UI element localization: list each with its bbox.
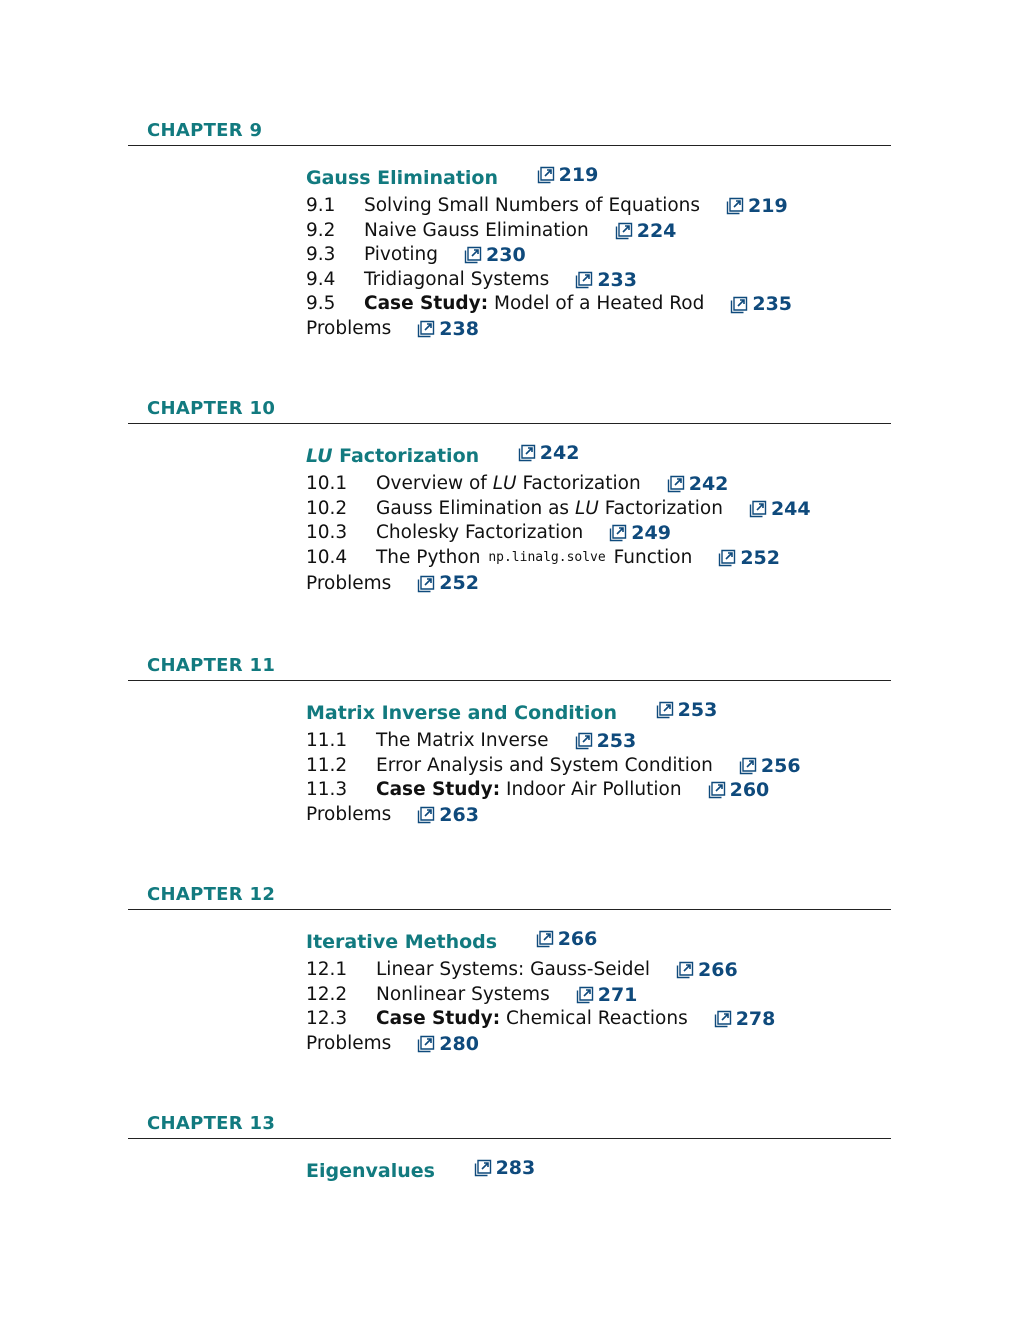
- page-number: 253: [677, 699, 718, 721]
- section-number: 9.2: [306, 219, 336, 241]
- problems-label: Problems: [306, 1032, 392, 1054]
- section-number: 9.5: [306, 293, 336, 315]
- page-number: 271: [597, 983, 638, 1006]
- external-link-icon: [417, 320, 435, 338]
- page-number: 242: [688, 473, 729, 495]
- page-link[interactable]: [417, 803, 479, 828]
- chapter-divider: [128, 680, 891, 681]
- problems-entry[interactable]: [306, 317, 792, 342]
- page-number: 253: [596, 730, 637, 752]
- chapter-label: CHAPTER 9: [147, 120, 263, 141]
- page-number: 280: [439, 1032, 479, 1055]
- page-link[interactable]: [417, 317, 479, 342]
- chapter-label: CHAPTER 12: [147, 884, 276, 905]
- page-number: 252: [439, 572, 479, 595]
- chapter-page-link[interactable]: [536, 928, 598, 950]
- page-number: 224: [636, 219, 677, 242]
- page-link[interactable]: [726, 194, 788, 219]
- page-number: 219: [748, 195, 788, 217]
- chapter-title[interactable]: [306, 164, 598, 189]
- chapter-title[interactable]: [306, 442, 579, 467]
- problems-label: Problems: [306, 573, 392, 595]
- page-number: 266: [698, 959, 738, 981]
- page-link[interactable]: [615, 219, 677, 244]
- external-link-icon: [474, 1159, 492, 1177]
- section-number: 10.4: [306, 546, 348, 568]
- external-link-icon: [417, 575, 435, 593]
- external-link-icon: [464, 246, 482, 264]
- section-number: 10.1: [306, 473, 348, 494]
- page-number: 238: [439, 317, 479, 340]
- chapter-title[interactable]: [306, 699, 717, 724]
- page-link[interactable]: [667, 472, 729, 497]
- page-link[interactable]: [576, 983, 638, 1008]
- code-text: np.linalg.solve: [488, 549, 606, 565]
- page-link[interactable]: [464, 243, 526, 268]
- section-number: 10.3: [306, 522, 348, 544]
- section-title: Pivoting: [364, 244, 439, 266]
- chapter-divider: [128, 1138, 891, 1139]
- section-title: Model of a Heated Rod: [494, 293, 705, 315]
- section-list: [306, 729, 801, 827]
- problems-entry[interactable]: [306, 803, 801, 828]
- section-title: The Matrix Inverse: [376, 730, 549, 751]
- page-number: 252: [740, 546, 780, 569]
- section-list: [306, 472, 811, 597]
- case-study-label: Case Study:: [376, 1008, 501, 1030]
- external-link-icon: [739, 757, 757, 775]
- external-link-icon: [609, 524, 627, 542]
- page-link[interactable]: [718, 546, 780, 571]
- chapter-title-italic: LU: [306, 445, 333, 467]
- page-link[interactable]: [676, 958, 738, 983]
- toc-entry[interactable]: [306, 958, 775, 983]
- page-link[interactable]: [739, 754, 801, 779]
- external-link-icon: [576, 986, 594, 1004]
- section-title: Solving Small Numbers of Equations: [364, 195, 701, 216]
- page-number: 260: [729, 779, 770, 802]
- toc-entry[interactable]: [306, 983, 775, 1008]
- problems-label: Problems: [306, 803, 392, 825]
- chapter-title[interactable]: [306, 1157, 535, 1182]
- section-number: 12.1: [306, 959, 348, 980]
- section-title-italic: LU: [492, 473, 517, 494]
- chapter-title-text: Eigenvalues: [306, 1160, 435, 1182]
- chapter-title-text: Gauss Elimination: [306, 167, 499, 189]
- chapter-page-link[interactable]: [474, 1157, 536, 1179]
- chapter-divider: [128, 909, 891, 910]
- external-link-icon: [726, 197, 744, 215]
- section-number: 12.2: [306, 983, 348, 1005]
- external-link-icon: [708, 781, 726, 799]
- section-title: Chemical Reactions: [506, 1008, 688, 1030]
- toc-entry[interactable]: [306, 268, 792, 293]
- section-number: 9.4: [306, 268, 336, 290]
- section-title: Factorization: [604, 497, 723, 519]
- problems-label: Problems: [306, 317, 392, 339]
- toc-entry[interactable]: [306, 497, 811, 522]
- chapter-label: CHAPTER 10: [147, 398, 276, 419]
- toc-entry[interactable]: [306, 729, 801, 754]
- toc-entry[interactable]: [306, 472, 811, 497]
- case-study-label: Case Study:: [376, 779, 501, 801]
- external-link-icon: [667, 475, 685, 493]
- external-link-icon: [718, 549, 736, 567]
- chapter-title-text: Iterative Methods: [306, 931, 498, 953]
- section-title: Nonlinear Systems: [376, 983, 550, 1005]
- page-link[interactable]: [417, 1032, 479, 1057]
- section-title: Naive Gauss Elimination: [364, 219, 589, 241]
- section-title: Factorization: [522, 473, 641, 494]
- chapter-label: CHAPTER 11: [147, 655, 276, 676]
- section-title: Cholesky Factorization: [376, 522, 584, 544]
- page-number: 235: [752, 293, 793, 316]
- external-link-icon: [537, 166, 555, 184]
- chapter-divider: [128, 145, 891, 146]
- chapter-divider: [128, 423, 891, 424]
- section-list: [306, 194, 792, 342]
- external-link-icon: [575, 732, 593, 750]
- page-link[interactable]: [609, 521, 671, 546]
- section-title-prefix: Overview of: [376, 473, 487, 494]
- section-title: Indoor Air Pollution: [506, 779, 682, 801]
- external-link-icon: [536, 930, 554, 948]
- chapter-page-link[interactable]: [518, 442, 580, 464]
- external-link-icon: [749, 500, 767, 518]
- external-link-icon: [676, 961, 694, 979]
- page-number: 266: [557, 928, 598, 950]
- chapter-page-link[interactable]: [537, 164, 599, 186]
- external-link-icon: [575, 271, 593, 289]
- toc-entry[interactable]: [306, 219, 792, 244]
- section-title: Error Analysis and System Condition: [376, 754, 713, 776]
- chapter-label: CHAPTER 13: [147, 1113, 276, 1134]
- page-number: 256: [760, 754, 801, 777]
- page-number: 263: [439, 803, 479, 826]
- toc-entry[interactable]: [306, 243, 792, 268]
- chapter-title-text: Matrix Inverse and Condition: [306, 702, 617, 724]
- case-study-label: Case Study:: [364, 293, 489, 315]
- external-link-icon: [417, 1035, 435, 1053]
- section-number: 11.2: [306, 754, 348, 776]
- section-title: Linear Systems: Gauss-Seidel: [376, 959, 650, 980]
- page-link[interactable]: [730, 292, 792, 317]
- section-title: Tridiagonal Systems: [364, 268, 550, 290]
- external-link-icon: [656, 701, 674, 719]
- page-link[interactable]: [575, 268, 637, 293]
- section-number: 11.3: [306, 779, 348, 801]
- toc-entry[interactable]: [306, 1007, 775, 1032]
- problems-entry[interactable]: [306, 570, 811, 597]
- toc-entry[interactable]: [306, 778, 801, 803]
- toc-entry[interactable]: [306, 754, 801, 779]
- section-list: [306, 958, 775, 1056]
- page-number: 283: [495, 1157, 536, 1179]
- page-number: 219: [558, 164, 599, 186]
- toc-entry[interactable]: [306, 292, 792, 317]
- page-number: 278: [735, 1008, 776, 1031]
- page-link[interactable]: [749, 497, 811, 522]
- toc-entry[interactable]: [306, 194, 792, 219]
- toc-entry[interactable]: [306, 546, 811, 571]
- problems-entry[interactable]: [306, 1032, 775, 1057]
- page-link[interactable]: [575, 729, 637, 754]
- page-link[interactable]: [708, 778, 770, 803]
- chapter-title-text: Factorization: [339, 445, 480, 467]
- toc-entry[interactable]: [306, 521, 811, 546]
- page-link[interactable]: [714, 1007, 776, 1032]
- page-number: 233: [597, 268, 637, 291]
- section-number: 10.2: [306, 497, 348, 519]
- section-title-prefix: Gauss Elimination as: [376, 497, 570, 519]
- section-number: 9.3: [306, 244, 336, 266]
- page-link[interactable]: [417, 570, 479, 597]
- section-number: 12.3: [306, 1008, 348, 1030]
- external-link-icon: [730, 296, 748, 314]
- external-link-icon: [714, 1010, 732, 1028]
- chapter-page-link[interactable]: [656, 699, 718, 721]
- section-number: 11.1: [306, 730, 348, 751]
- external-link-icon: [417, 806, 435, 824]
- page-number: 249: [631, 522, 671, 545]
- page-number: 242: [539, 442, 580, 464]
- page-number: 230: [486, 244, 526, 267]
- external-link-icon: [518, 444, 536, 462]
- section-title-italic: LU: [574, 497, 599, 519]
- external-link-icon: [615, 222, 633, 240]
- page-number: 244: [770, 497, 811, 520]
- section-number: 9.1: [306, 195, 336, 216]
- section-title-prefix: The Python: [376, 546, 481, 568]
- section-title: Function: [613, 546, 693, 568]
- chapter-title[interactable]: [306, 928, 597, 953]
